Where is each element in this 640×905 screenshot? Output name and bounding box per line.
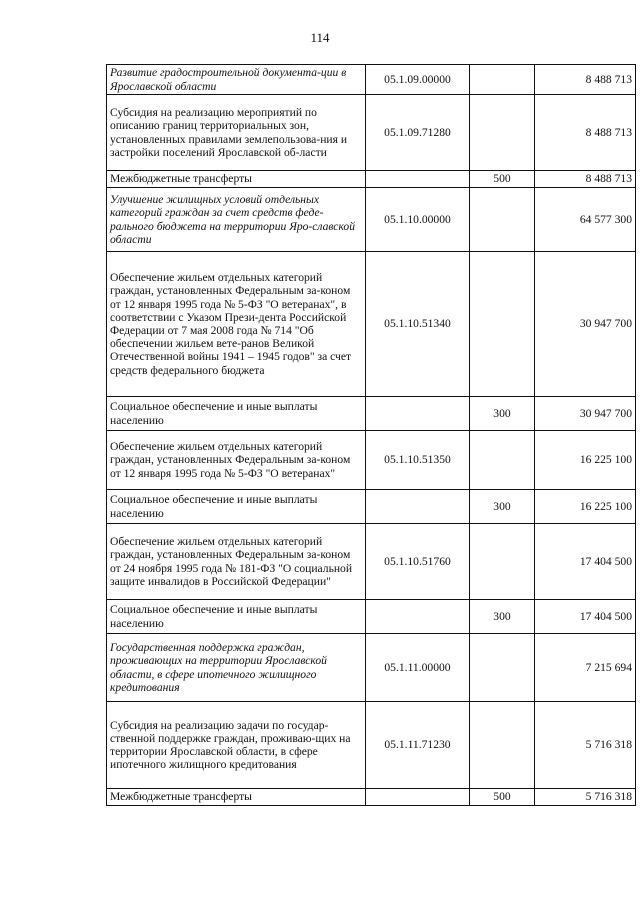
expense-type-cell — [470, 95, 535, 171]
table-row — [107, 600, 636, 634]
row-name-cell: Улучшение жилищных условий отдельных категорий граждан за счет средств феде-рального бюджета на территории Яро-славской области — [107, 188, 366, 252]
expense-type-cell — [470, 431, 535, 490]
amount-cell: 7 215 694 — [535, 634, 636, 702]
target-code-cell: 05.1.09.00000 — [366, 65, 470, 95]
row-name-cell: Социальное обеспечение и иные выплаты населению — [107, 490, 366, 524]
target-code-cell: 05.1.11.00000 — [366, 634, 470, 702]
table-row — [107, 524, 636, 600]
row-name-cell: Социальное обеспечение и иные выплаты населению — [107, 397, 366, 431]
amount-cell: 17 404 500 — [535, 524, 636, 600]
table-row — [107, 252, 636, 397]
table-row — [107, 397, 636, 431]
amount-cell: 16 225 100 — [535, 490, 636, 524]
table-row — [107, 702, 636, 789]
amount-cell: 8 488 713 — [535, 65, 636, 95]
expense-type-cell: 300 — [470, 490, 535, 524]
target-code-cell: 05.1.10.51340 — [366, 252, 470, 397]
row-name-cell: Обеспечение жильем отдельных категорий граждан, установленных Федеральным за-коном от 12 января 1995 года № 5-ФЗ "О ветеранах" — [107, 431, 366, 490]
row-name-cell: Обеспечение жильем отдельных категорий граждан, установленных Федеральным за-коном от 24 ноября 1995 года № 181-ФЗ "О социальной защите инвалидов в Российской Федерации" — [107, 524, 366, 600]
amount-cell: 17 404 500 — [535, 600, 636, 634]
amount-cell: 8 488 713 — [535, 95, 636, 171]
row-name-cell: Субсидия на реализацию мероприятий по описанию границ территориальных зон, установленных правилами землепользова-ния и застройки поселений Ярославской об-ласти — [107, 95, 366, 171]
page-number: 114 — [310, 30, 330, 45]
table-row — [107, 188, 636, 252]
expense-type-cell — [470, 252, 535, 397]
target-code-cell: 05.1.11.71230 — [366, 702, 470, 789]
target-code-cell: 05.1.10.51760 — [366, 524, 470, 600]
target-code-cell: 05.1.09.71280 — [366, 95, 470, 171]
table-row — [107, 65, 636, 95]
amount-cell: 8 488 713 — [535, 171, 636, 188]
target-code-cell — [366, 490, 470, 524]
amount-cell: 30 947 700 — [535, 397, 636, 431]
row-name-cell: Субсидия на реализацию задачи по государ-ственной поддержке граждан, проживаю-щих на территории Ярославской области, в сфере ипотечного жилищного кредитования — [107, 702, 366, 789]
expense-type-cell: 500 — [470, 789, 535, 806]
amount-cell: 30 947 700 — [535, 252, 636, 397]
target-code-cell — [366, 789, 470, 806]
row-name-cell: Развитие градостроительной документа-ции в Ярославской области — [107, 65, 366, 95]
amount-cell: 5 716 318 — [535, 789, 636, 806]
table-row — [107, 789, 636, 806]
target-code-cell: 05.1.10.00000 — [366, 188, 470, 252]
target-code-cell — [366, 171, 470, 188]
table-row — [107, 634, 636, 702]
expense-type-cell — [470, 65, 535, 95]
row-name-cell: Государственная поддержка граждан, проживающих на территории Ярославской области, в сфере ипотечного жилищного кредитования — [107, 634, 366, 702]
expense-type-cell — [470, 702, 535, 789]
amount-cell: 64 577 300 — [535, 188, 636, 252]
expense-type-cell: 500 — [470, 171, 535, 188]
amount-cell: 5 716 318 — [535, 702, 636, 789]
budget-table — [106, 64, 636, 806]
target-code-cell — [366, 397, 470, 431]
row-name-cell: Межбюджетные трансферты — [107, 789, 366, 806]
amount-cell: 16 225 100 — [535, 431, 636, 490]
expense-type-cell — [470, 524, 535, 600]
table-row — [107, 171, 636, 188]
target-code-cell — [366, 600, 470, 634]
target-code-cell: 05.1.10.51350 — [366, 431, 470, 490]
row-name-cell: Межбюджетные трансферты — [107, 171, 366, 188]
expense-type-cell — [470, 634, 535, 702]
row-name-cell: Социальное обеспечение и иные выплаты населению — [107, 600, 366, 634]
table-row — [107, 490, 636, 524]
expense-type-cell — [470, 188, 535, 252]
table-row — [107, 95, 636, 171]
expense-type-cell: 300 — [470, 397, 535, 431]
row-name-cell: Обеспечение жильем отдельных категорий граждан, установленных Федеральным за-коном от 12 января 1995 года № 5-ФЗ "О ветеранах", в соответствии с Указом Прези-дента Российской Федерации от 7 мая 2008 года № 714 "Об обеспечении жильем вете-ранов Великой Отечественной войны 1941 – 1945 годов" за счет средств федерального бюджета — [107, 252, 366, 397]
expense-type-cell: 300 — [470, 600, 535, 634]
table-row — [107, 431, 636, 490]
